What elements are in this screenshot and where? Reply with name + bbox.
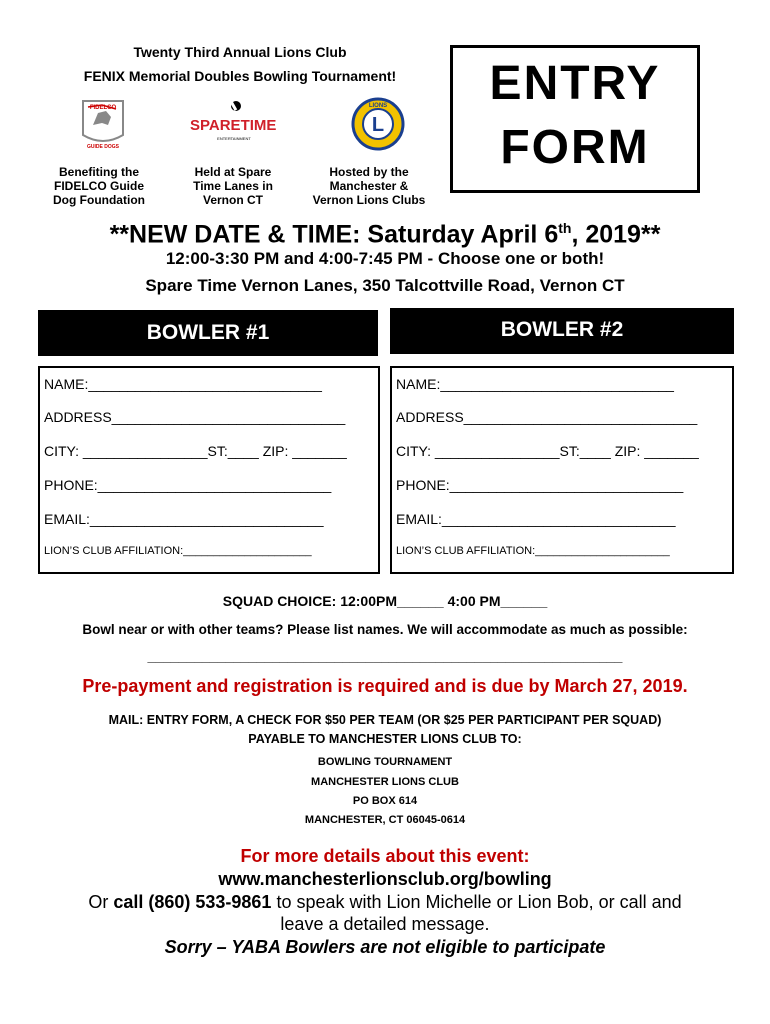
event-date-prefix: **NEW DATE & TIME: Saturday April 6	[109, 220, 559, 249]
details-call-line	[0, 892, 770, 913]
mail-instructions-1: MAIL: ENTRY FORM, A CHECK FOR $50 PER TEAM (OR $25 PER PARTICIPANT PER SQUAD)	[108, 713, 662, 727]
caption-held	[170, 165, 296, 207]
teams-answer-line[interactable]: _____________________________________________________________	[147, 648, 623, 664]
mail-instructions-2: PAYABLE TO MANCHESTER LIONS CLUB TO:	[248, 732, 522, 746]
bowler-1-form	[38, 366, 380, 574]
bowler-1-header: BOWLER #1	[38, 310, 378, 356]
caption-benefit	[36, 165, 162, 207]
teams-question: Bowl near or with other teams? Please list names. We will accommodate as much as possible:	[82, 622, 688, 637]
details-heading: For more details about this event:	[240, 846, 530, 866]
squad-choice[interactable]: SQUAD CHOICE: 12:00PM______ 4:00 PM______	[222, 593, 548, 609]
sparetime-logo-subtext: ENTERTAINMENT	[217, 136, 251, 141]
caption-hosted-line-3: Vernon Lions Clubs	[312, 193, 426, 207]
fidelco-logo	[78, 95, 128, 151]
bowler-1-city-field[interactable]: CITY: ________________ST:____ ZIP: _______	[44, 443, 347, 459]
details-call-suffix: to speak with Lion Michelle or Lion Bob, or call and	[271, 892, 682, 912]
payment-deadline: Pre-payment and registration is required and is due by March 27, 2019.	[82, 676, 688, 696]
bowler-2-city-field[interactable]: CITY: ________________ST:____ ZIP: _______	[396, 443, 699, 459]
lions-logo-letter: L	[371, 114, 385, 136]
event-date-suffix: , 2019**	[571, 220, 661, 249]
mail-address-line-4: MANCHESTER, CT 06045-0614	[304, 814, 466, 826]
mail-address-line-3: PO BOX 614	[352, 795, 418, 807]
header-line-2: FENIX Memorial Doubles Bowling Tournament!	[83, 68, 397, 84]
bowler-2-form	[390, 366, 734, 574]
sparetime-logo-text: SPARETIME	[190, 117, 277, 134]
fidelco-logo-text: FIDELCO	[89, 105, 117, 111]
yaba-disclaimer: Sorry – YABA Bowlers are not eligible to participate	[164, 937, 606, 957]
entry-form-box	[450, 45, 700, 193]
event-date	[0, 220, 770, 249]
caption-hosted-line-2: Manchester &	[329, 179, 409, 193]
caption-held-line-3: Vernon CT	[202, 193, 263, 207]
caption-hosted	[296, 165, 442, 207]
caption-held-line-1: Held at Spare	[194, 165, 272, 179]
caption-held-line-2: Time Lanes in	[193, 179, 273, 193]
bowler-1-email-field[interactable]: EMAIL:______________________________	[44, 511, 324, 527]
event-date-suffix-sup: th	[558, 220, 572, 236]
caption-benefit-line-2: FIDELCO Guide	[54, 179, 144, 193]
header-line-1: Twenty Third Annual Lions Club	[133, 44, 347, 60]
caption-hosted-line-1: Hosted by the	[329, 165, 409, 179]
details-call-prefix: Or	[88, 892, 114, 912]
lions-club-logo	[347, 97, 409, 151]
bowler-1-name-field[interactable]: NAME:______________________________	[44, 376, 322, 392]
mail-address-line-1: BOWLING TOURNAMENT	[317, 756, 453, 768]
event-location: Spare Time Vernon Lanes, 350 Talcottville Road, Vernon CT	[145, 276, 625, 295]
sparetime-logo	[186, 98, 282, 144]
form-word: FORM	[500, 121, 650, 174]
bowler-2-phone-field[interactable]: PHONE:______________________________	[396, 477, 684, 493]
bowler-2-email-field[interactable]: EMAIL:______________________________	[396, 511, 676, 527]
mail-address-line-2: MANCHESTER LIONS CLUB	[311, 776, 459, 788]
bowler-2-name-field[interactable]: NAME:______________________________	[396, 376, 674, 392]
caption-benefit-line-1: Benefiting the	[59, 165, 139, 179]
lions-logo-ring-text: LIONS	[368, 103, 388, 109]
caption-benefit-line-3: Dog Foundation	[53, 193, 145, 207]
bowler-1-phone-field[interactable]: PHONE:______________________________	[44, 477, 332, 493]
bowler-1-affiliation-field[interactable]: LION’S CLUB AFFILIATION:_____________________	[44, 545, 312, 557]
event-times: 12:00-3:30 PM and 4:00-7:45 PM - Choose one or both!	[165, 249, 605, 268]
fidelco-logo-subtext: GUIDE DOGS	[87, 144, 119, 150]
bowler-1-address-field[interactable]: ADDRESS______________________________	[44, 409, 346, 425]
bowler-2-affiliation-field[interactable]: LION’S CLUB AFFILIATION:______________________	[396, 545, 670, 557]
bowler-2-address-field[interactable]: ADDRESS______________________________	[396, 409, 698, 425]
details-call-line-2: leave a detailed message.	[280, 914, 490, 934]
details-url-link[interactable]: www.manchesterlionsclub.org/bowling	[218, 869, 552, 889]
details-phone-number[interactable]: call (860) 533-9861	[113, 892, 272, 912]
bowler-2-header: BOWLER #2	[390, 308, 734, 354]
entry-word: ENTRY	[489, 57, 661, 110]
